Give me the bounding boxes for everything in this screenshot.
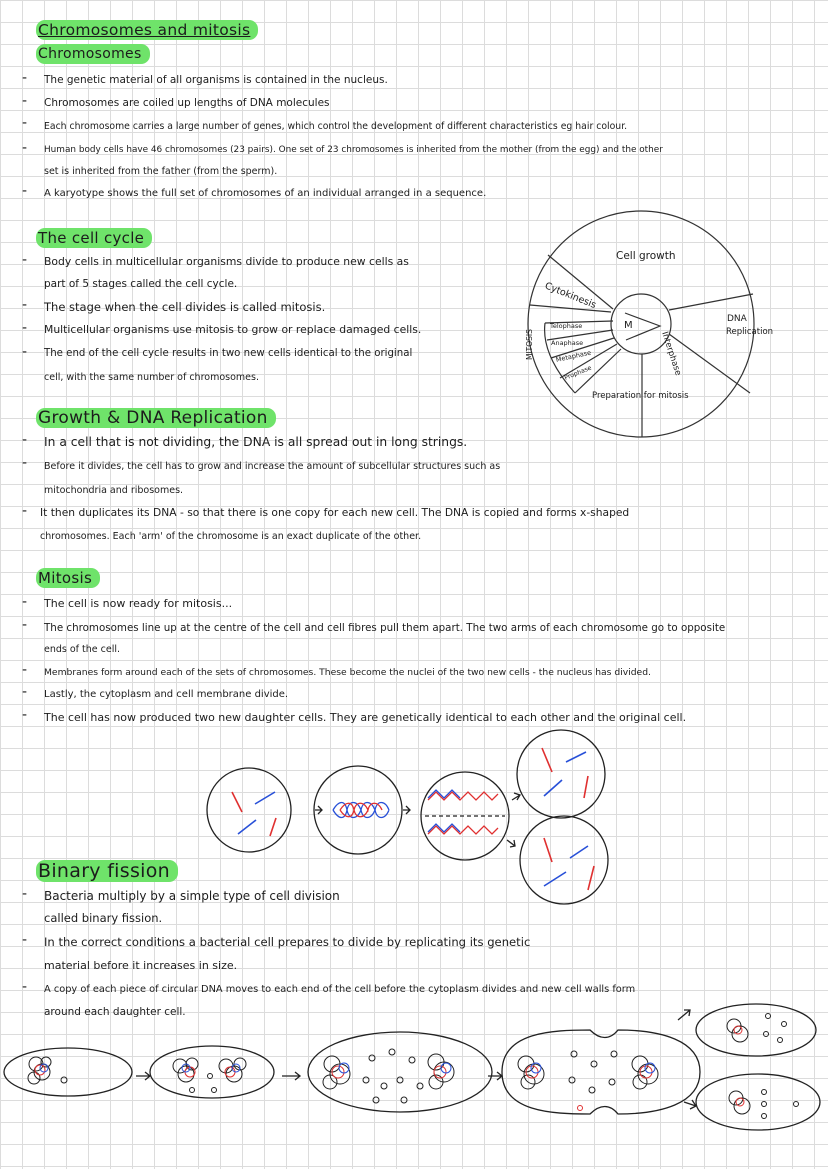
note-line: Before it divides, the cell has to grow and increase the amount of subcellular structures such as (44, 461, 501, 472)
bullet-dash: - (22, 252, 28, 268)
note-line: set is inherited from the father (from the sperm). (44, 166, 278, 177)
dna-label: DNA (727, 314, 747, 324)
note-line: The genetic material of all organisms is contained in the nucleus. (44, 74, 388, 86)
bullet-dash: - (22, 93, 28, 109)
mitosis-heading: Mitosis (36, 568, 100, 588)
replication-label: Replication (726, 327, 774, 337)
chromosomes-heading: Chromosomes (36, 44, 150, 64)
note-line: The end of the cell cycle results in two new cells identical to the original (44, 348, 413, 359)
note-line: Multicellular organisms use mitosis to grow or replace damaged cells. (44, 323, 422, 336)
note-line: The stage when the cell divides is called mitosis. (44, 300, 326, 314)
daughter-cell-1 (517, 730, 605, 818)
note-line: A copy of each piece of circular DNA moves to each end of the cell before the cytoplasm divides and new cell walls form (44, 984, 636, 995)
bullet-dash: - (22, 707, 28, 723)
bullet-dash: - (22, 594, 28, 610)
mitosis-cell-1 (207, 768, 291, 852)
mitosis-cell-2 (314, 766, 402, 854)
bacterium-daughter-1 (696, 1004, 816, 1056)
bullet-dash: - (22, 455, 28, 471)
bacterium-2 (150, 1046, 274, 1098)
note-line: In the correct conditions a bacterial cell prepares to divide by replicating its genetic (44, 935, 531, 949)
bullet-dash: - (22, 617, 28, 633)
note-line: Lastly, the cytoplasm and cell membrane divide. (44, 689, 289, 700)
note-line: The cell has now produced two new daughter cells. They are genetically identical to each other and the original cell. (44, 711, 687, 724)
bullet-dash: - (22, 115, 28, 131)
mitosis-label: MITOSIS (525, 329, 534, 360)
note-line: called binary fission. (44, 911, 163, 925)
bullet-dash: - (22, 662, 28, 678)
note-line: The chromosomes line up at the centre of the cell and cell fibres pull them apart. The two arms of each chromosome go to opposite (44, 622, 726, 634)
preparation-label: Preparation for mitosis (592, 391, 689, 401)
bullet-dash: - (22, 886, 28, 902)
bullet-dash: - (22, 344, 28, 360)
note-line: mitochondria and ribosomes. (44, 485, 184, 496)
note-line: material before it increases in size. (44, 959, 238, 972)
page-title: Chromosomes and mitosis (36, 20, 258, 40)
prophase-label: Prophase (563, 364, 593, 382)
note-line: chromosomes. Each 'arm' of the chromosome is an exact duplicate of the other. (40, 531, 422, 542)
bullet-dash: - (22, 932, 28, 948)
anaphase-label: Anaphase (551, 339, 584, 347)
growth-heading: Growth & DNA Replication (36, 408, 276, 428)
bullet-dash: - (22, 432, 28, 448)
note-line: Body cells in multicellular organisms divide to produce new cells as (44, 255, 409, 268)
note-line: around each daughter cell. (44, 1006, 186, 1018)
note-line: A karyotype shows the full set of chromosomes of an individual arranged in a sequence. (44, 188, 487, 199)
bullet-dash: - (22, 979, 28, 995)
bullet-dash: - (22, 140, 28, 156)
note-line: Each chromosome carries a large number of genes, which control the development of different characteristics eg hair colour. (44, 121, 628, 132)
bullet-dash: - (22, 70, 28, 86)
cycle-divider (669, 294, 753, 310)
m-label: M (624, 320, 633, 331)
cycle-divider (530, 305, 611, 312)
note-line: In a cell that is not dividing, the DNA is all spread out in long strings. (44, 435, 468, 449)
note-line: part of 5 stages called the cell cycle. (44, 278, 238, 290)
bacterium-3 (308, 1032, 492, 1112)
note-line: ends of the cell. (44, 644, 121, 655)
bullet-dash: - (22, 297, 28, 313)
bullet-dash: - (22, 183, 28, 199)
note-line: Human body cells have 46 chromosomes (23 pairs). One set of 23 chromosomes is inherited from the mother (from the egg) and the other (44, 145, 663, 155)
cell-growth-label: Cell growth (616, 250, 676, 262)
mitosis-cell-3 (421, 772, 509, 860)
note-line: Membranes form around each of the sets of chromosomes. These become the nuclei of the two new cells - the nucleus has divided. (44, 667, 651, 678)
cell-cycle-heading: The cell cycle (36, 228, 152, 248)
bacterium-1 (4, 1048, 132, 1096)
bullet-dash: - (22, 320, 28, 336)
bullet-dash: - (22, 503, 28, 519)
metaphase-label: Metaphase (555, 348, 592, 364)
telophase-label: Telophase (550, 322, 583, 330)
daughter-cell-2 (520, 816, 608, 904)
note-line: Chromosomes are coiled up lengths of DNA molecules (44, 97, 330, 109)
note-line: Bacteria multiply by a simple type of cell division (44, 889, 340, 903)
note-line: It then duplicates its DNA - so that there is one copy for each new cell. The DNA is copied and forms x-shaped (40, 506, 630, 519)
note-line: cell, with the same number of chromosomes. (44, 372, 259, 383)
note-line: The cell is now ready for mitosis... (44, 597, 233, 610)
binary-fission-heading: Binary fission (36, 860, 178, 882)
bacterium-daughter-2 (696, 1074, 820, 1130)
interphase-label: Interphase (659, 330, 683, 377)
cytokinesis-label: Cytokinesis (543, 280, 598, 311)
bullet-dash: - (22, 684, 28, 700)
bacterium-4 (502, 1030, 700, 1114)
